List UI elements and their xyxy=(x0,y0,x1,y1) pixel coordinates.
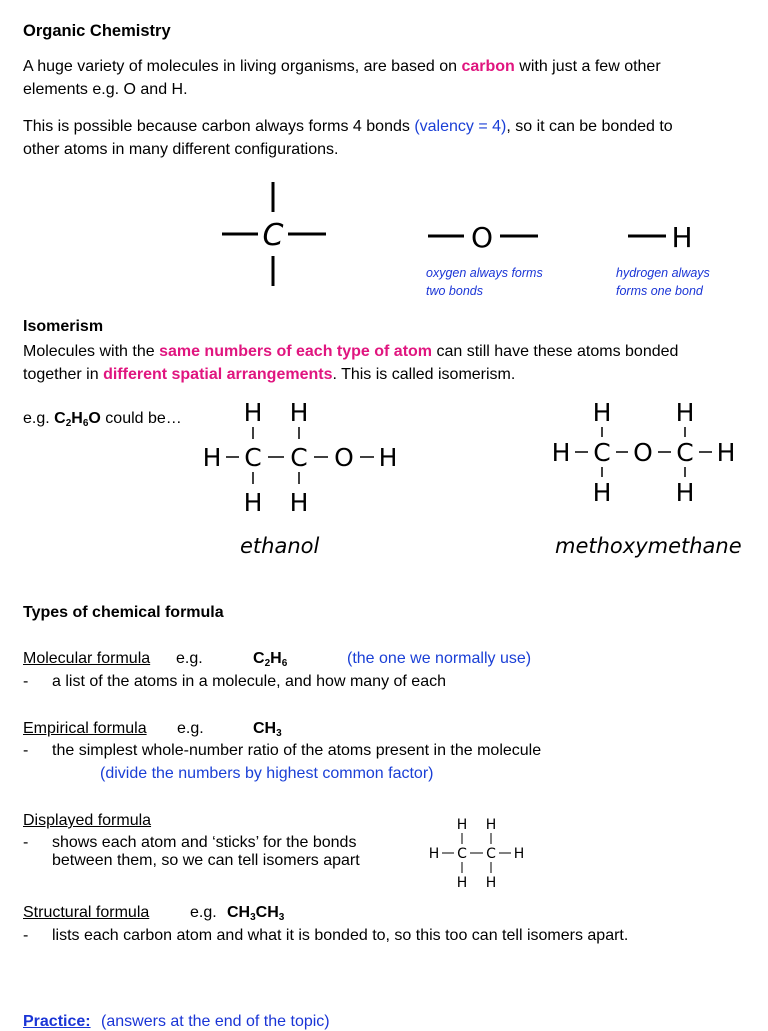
practice-label: Practice: xyxy=(23,1013,91,1030)
intro-text: , so it can be bonded to xyxy=(506,118,673,135)
displayed-desc-text: shows each atom and ‘sticks’ for the bonds xyxy=(52,834,357,851)
hydrogen-symbol: H xyxy=(671,221,693,254)
formula-part: CH xyxy=(253,720,277,737)
ethanol-structure xyxy=(195,395,415,525)
hydrogen-bond-diagram xyxy=(628,221,693,254)
svg-text:H: H xyxy=(675,398,695,427)
svg-text:C: C xyxy=(244,443,262,472)
molecular-desc xyxy=(23,673,446,691)
empirical-desc-text: the simplest whole-number ratio of the atoms present in the molecule xyxy=(52,742,542,759)
page-title: Organic Chemistry xyxy=(23,22,171,40)
oxygen-symbol: O xyxy=(470,221,494,254)
svg-text:H: H xyxy=(485,817,497,833)
intro-paragraph-1 xyxy=(23,55,753,101)
ethanol-label: ethanol xyxy=(240,534,320,558)
svg-text:H: H xyxy=(716,438,736,467)
svg-text:O: O xyxy=(334,443,354,472)
svg-text:H: H xyxy=(243,488,263,517)
valency-highlight: (valency = 4) xyxy=(414,118,507,135)
isomerism-text: . This is called isomerism. xyxy=(332,366,516,383)
isomerism-text: together in xyxy=(23,366,104,383)
molecular-eg: e.g. xyxy=(176,650,203,667)
hydrogen-note-line: hydrogen always xyxy=(616,266,710,280)
methoxymethane-structure xyxy=(545,395,745,525)
formula-subscript: 3 xyxy=(276,728,282,739)
formula-part: O xyxy=(88,410,101,427)
hydrogen-note-line: forms one bond xyxy=(616,284,703,298)
molecular-formula-value xyxy=(253,650,287,668)
intro-text: This is possible because carbon always forms 4 bonds xyxy=(23,118,415,135)
svg-text:H: H xyxy=(551,438,571,467)
isomerism-text: Molecules with the xyxy=(23,343,160,360)
example-formula xyxy=(54,410,101,427)
intro-text: elements e.g. O and H. xyxy=(23,81,188,98)
oxygen-note-line: two bonds xyxy=(426,284,483,298)
svg-text:H: H xyxy=(592,478,612,507)
methoxymethane-label: methoxymethane xyxy=(555,534,742,558)
structural-formula-name: Structural formula xyxy=(23,904,150,921)
empirical-note: (divide the numbers by highest common factor) xyxy=(100,765,434,782)
carbon-bond-diagram xyxy=(222,182,326,286)
molecular-formula-name: Molecular formula xyxy=(23,650,151,667)
formula-subscript: 2 xyxy=(264,658,271,669)
svg-text:H: H xyxy=(428,846,440,862)
formula-types-heading: Types of chemical formula xyxy=(23,604,224,621)
displayed-desc xyxy=(23,834,360,870)
svg-text:C: C xyxy=(290,443,308,472)
empirical-eg: e.g. xyxy=(177,720,204,737)
oxygen-note-line: oxygen always forms xyxy=(426,266,543,280)
svg-text:H: H xyxy=(456,817,468,833)
svg-text:H: H xyxy=(289,398,309,427)
formula-part: C xyxy=(54,410,66,427)
svg-text:H: H xyxy=(513,846,525,862)
svg-text:C: C xyxy=(676,438,694,467)
empirical-desc xyxy=(23,742,541,760)
formula-part: CH xyxy=(227,904,251,921)
svg-text:H: H xyxy=(456,875,468,891)
svg-text:H: H xyxy=(289,488,309,517)
formula-subscript: 3 xyxy=(278,912,285,923)
displayed-formula-name: Displayed formula xyxy=(23,812,152,829)
carbon-symbol: C xyxy=(262,218,284,253)
svg-text:H: H xyxy=(243,398,263,427)
isomerism-text: can still have these atoms bonded xyxy=(432,343,679,360)
molecular-desc-text: a list of the atoms in a molecule, and how many of each xyxy=(52,673,446,690)
formula-part: CH xyxy=(255,904,279,921)
svg-text:C: C xyxy=(593,438,611,467)
ethane-displayed-formula xyxy=(424,812,534,892)
formula-part: H xyxy=(71,410,83,427)
svg-text:O: O xyxy=(633,438,653,467)
bullet-dash: - xyxy=(23,927,29,944)
oxygen-note xyxy=(426,264,543,300)
svg-text:H: H xyxy=(485,875,497,891)
formula-subscript: 3 xyxy=(250,912,256,923)
intro-text: other atoms in many different configurations. xyxy=(23,141,339,158)
eg-suffix: could be… xyxy=(100,410,182,427)
practice-note: (answers at the end of the topic) xyxy=(101,1013,330,1030)
formula-subscript: 6 xyxy=(82,418,89,429)
practice-line xyxy=(23,1013,330,1031)
carbon-highlight: carbon xyxy=(461,58,515,75)
molecular-formula-row xyxy=(23,650,150,668)
svg-text:H: H xyxy=(592,398,612,427)
molecular-note: (the one we normally use) xyxy=(347,650,532,667)
displayed-desc-text: between them, so we can tell isomers apart xyxy=(52,852,360,869)
bullet-dash: - xyxy=(23,673,29,690)
spatial-arrangements-highlight: different spatial arrangements xyxy=(103,366,333,383)
structural-desc xyxy=(23,927,628,945)
structural-formula-value xyxy=(227,904,284,922)
oxygen-bond-diagram xyxy=(428,221,538,254)
formula-subscript: 2 xyxy=(65,418,72,429)
intro-paragraph-2 xyxy=(23,115,753,161)
same-numbers-highlight: same numbers of each type of atom xyxy=(159,343,433,360)
formula-part: C xyxy=(253,650,265,667)
structural-desc-text: lists each carbon atom and what it is bonded to, so this too can tell isomers apart. xyxy=(52,927,629,944)
formula-subscript: 6 xyxy=(281,658,288,669)
formula-part: H xyxy=(270,650,282,667)
empirical-formula-name: Empirical formula xyxy=(23,720,147,737)
intro-text: A huge variety of molecules in living organisms, are based on xyxy=(23,58,462,75)
bullet-dash: - xyxy=(23,834,29,851)
intro-text: with just a few other xyxy=(514,58,661,75)
svg-text:H: H xyxy=(378,443,398,472)
eg-prefix: e.g. xyxy=(23,410,55,427)
isomerism-paragraph xyxy=(23,340,753,386)
isomer-example xyxy=(23,410,182,428)
hydrogen-note xyxy=(616,264,710,300)
svg-text:C: C xyxy=(486,846,496,862)
svg-text:H: H xyxy=(202,443,222,472)
svg-text:C: C xyxy=(457,846,467,862)
svg-text:H: H xyxy=(675,478,695,507)
empirical-formula-value xyxy=(253,720,282,738)
structural-eg: e.g. xyxy=(190,904,217,921)
bullet-dash: - xyxy=(23,742,29,759)
isomerism-heading: Isomerism xyxy=(23,318,104,335)
